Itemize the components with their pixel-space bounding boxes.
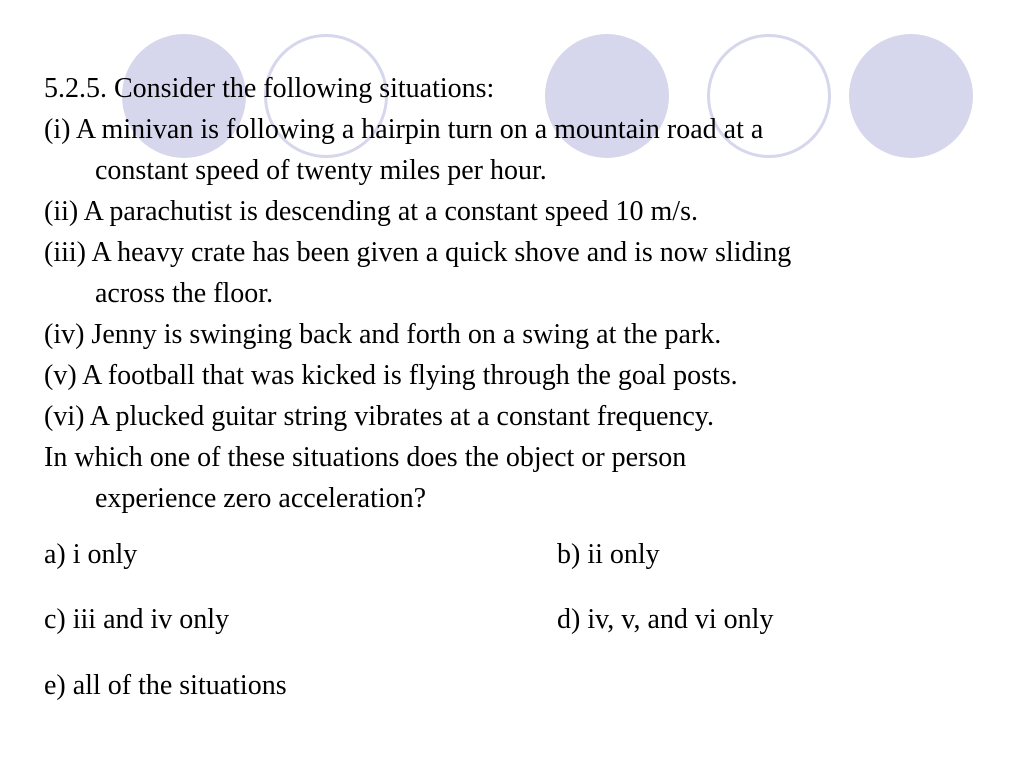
situation-vi: (vi) A plucked guitar string vibrates at a constant frequency.: [44, 401, 714, 432]
situation-ii: (ii) A parachutist is descending at a constant speed 10 m/s.: [44, 196, 698, 227]
situation-iv: (iv) Jenny is swinging back and forth on a swing at the park.: [44, 319, 722, 350]
question-prompt: In which one of these situations does the object or person: [44, 442, 687, 473]
situation-iii: (iii) A heavy crate has been given a quick shove and is now sliding: [44, 237, 792, 268]
situation-v: (v) A football that was kicked is flying through the goal posts.: [44, 360, 738, 391]
situation-i-continued: constant speed of twenty miles per hour.: [95, 155, 547, 186]
question-body: [44, 68, 984, 519]
answer-choice-a[interactable]: a) i only: [44, 539, 138, 570]
answer-choice-e[interactable]: e) all of the situations: [44, 670, 287, 701]
question-prompt-continued: experience zero acceleration?: [95, 483, 427, 514]
answer-choice-b[interactable]: b) ii only: [557, 539, 660, 570]
question-title: 5.2.5. Consider the following situations:: [44, 73, 495, 104]
answer-choice-d[interactable]: d) iv, v, and vi only: [557, 604, 774, 635]
answer-choice-c[interactable]: c) iii and iv only: [44, 604, 230, 635]
situation-i: (i) A minivan is following a hairpin turn on a mountain road at a: [44, 114, 764, 145]
situation-iii-continued: across the floor.: [95, 278, 274, 309]
